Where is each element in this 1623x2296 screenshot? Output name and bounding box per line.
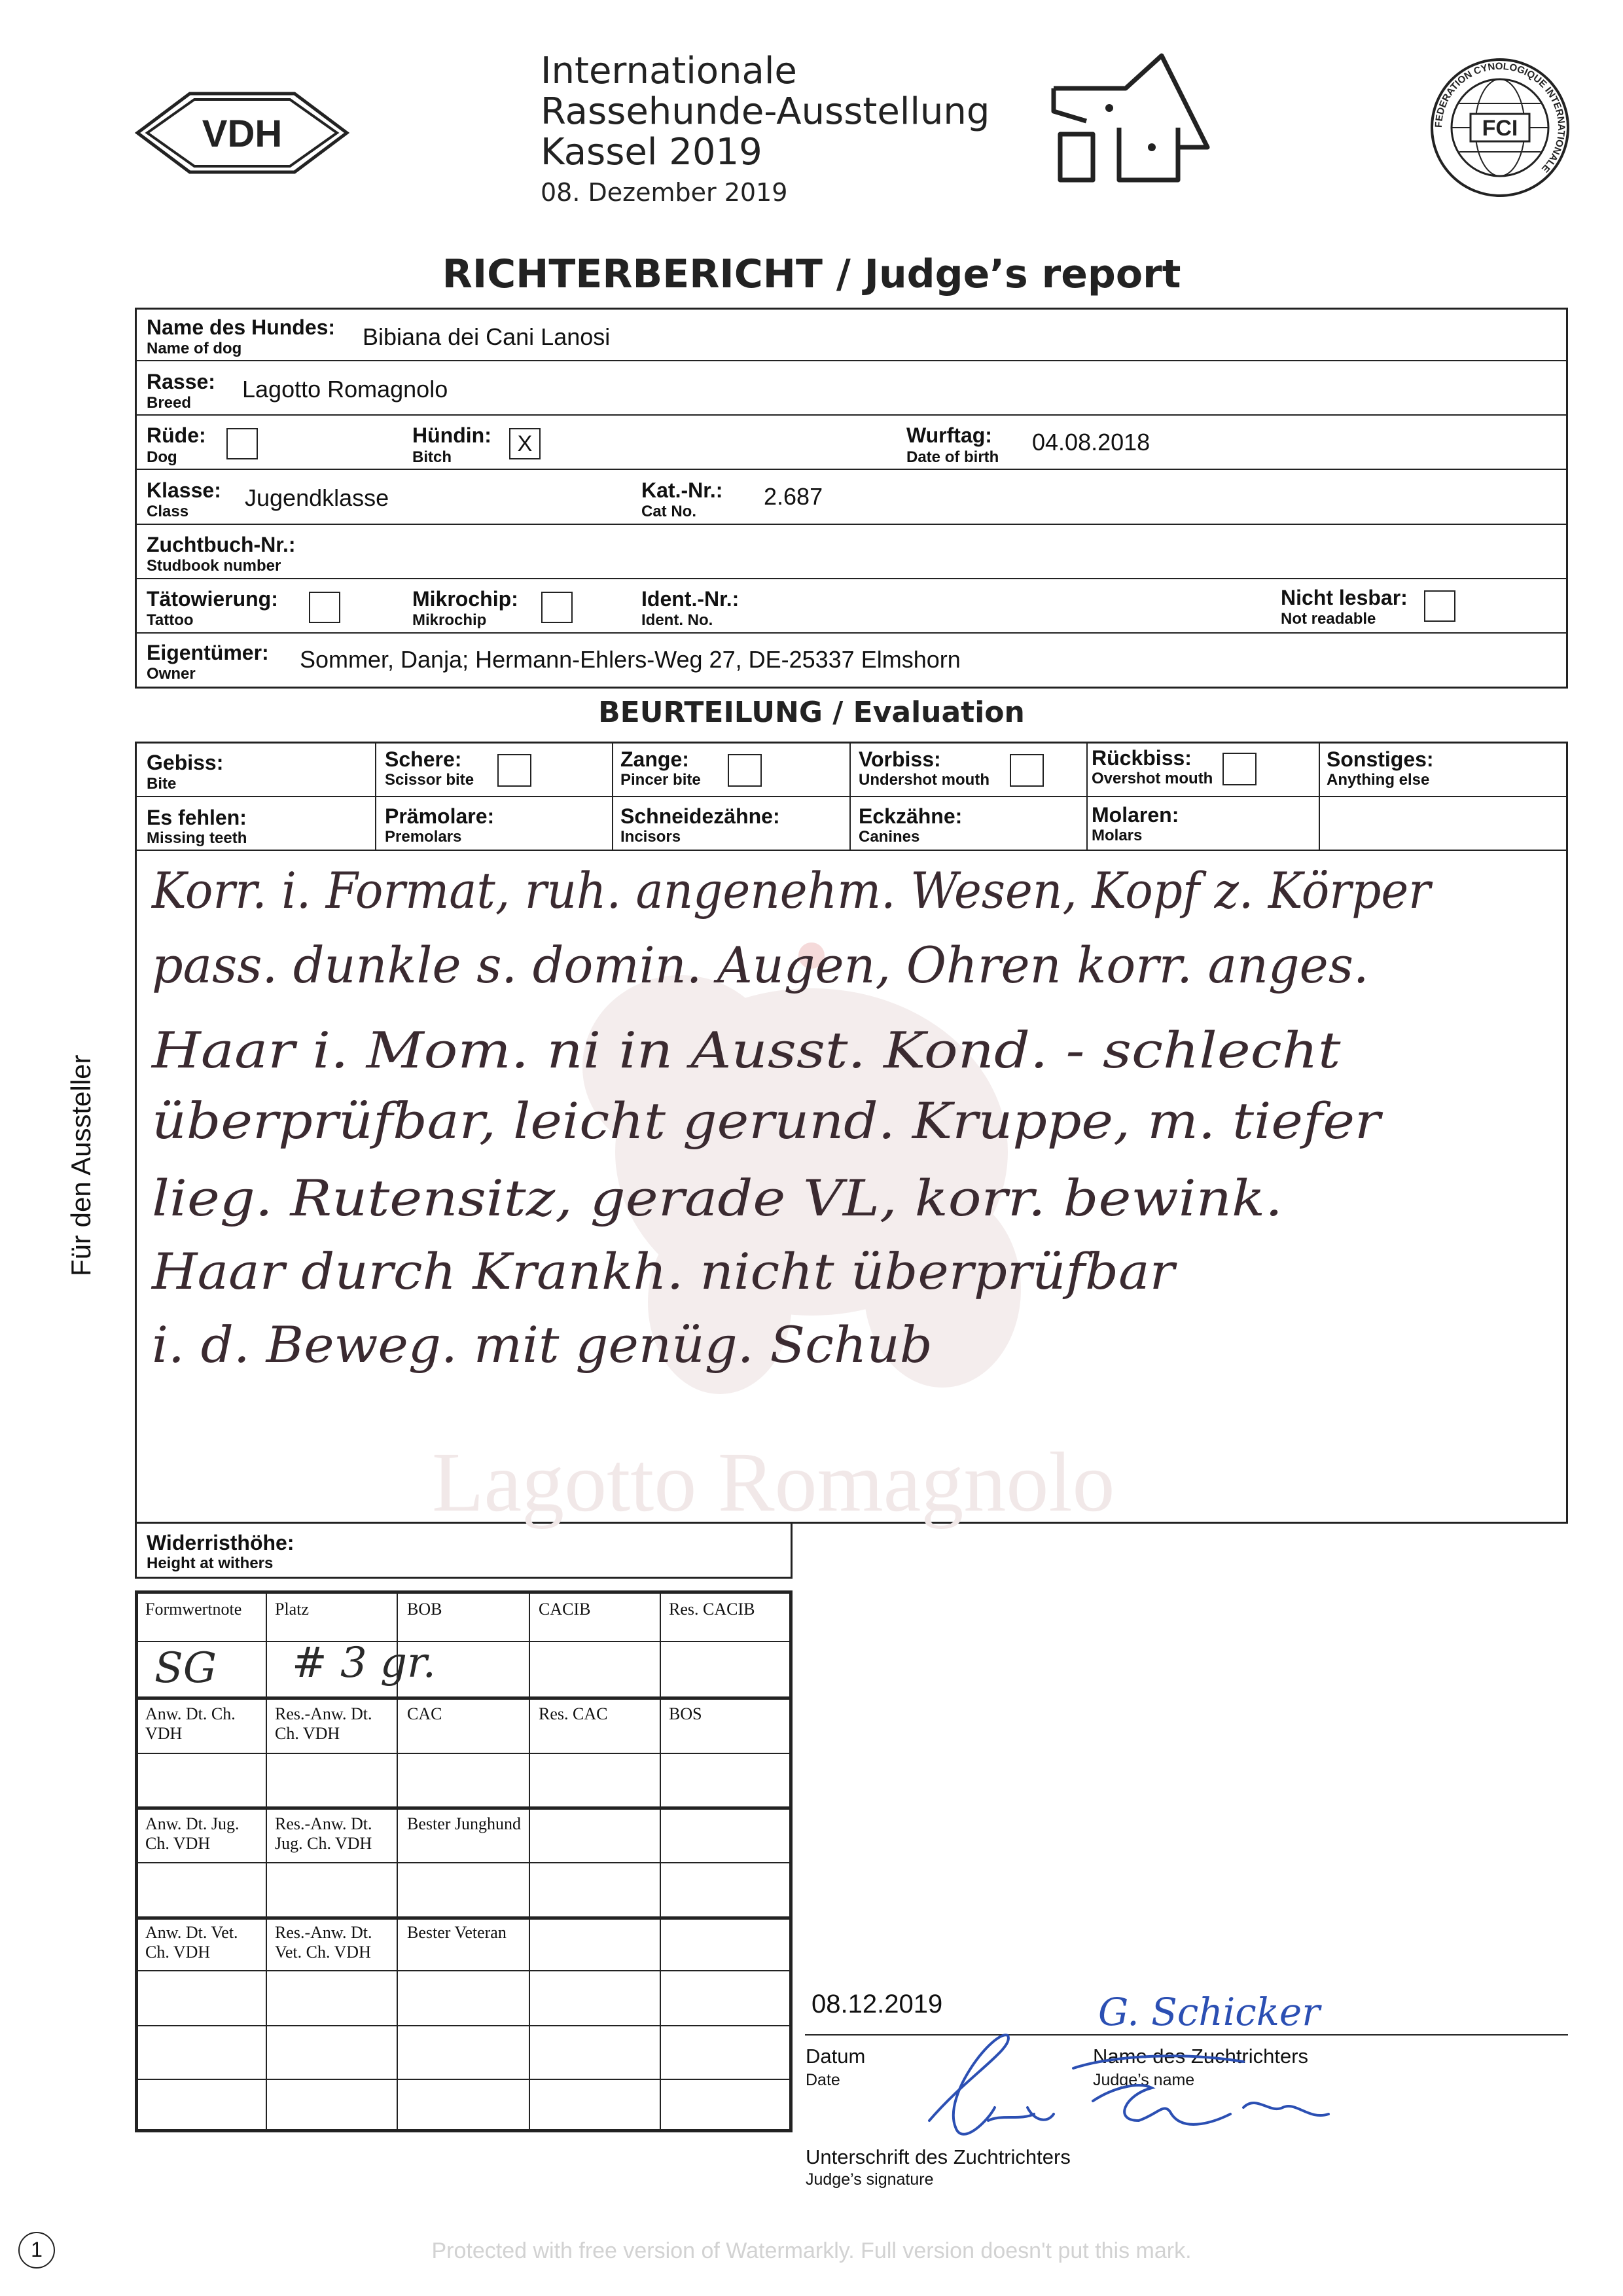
dob-label-en: Date of birth bbox=[906, 448, 999, 466]
pincer-label: Zange: bbox=[620, 747, 689, 771]
class-label-en: Class bbox=[147, 503, 189, 520]
dob-value: 04.08.2018 bbox=[1032, 429, 1150, 456]
awards-table bbox=[135, 1590, 793, 2132]
cacib-header: CACIB bbox=[539, 1600, 591, 1619]
dog-name-value: Bibiana dei Cani Lanosi bbox=[363, 323, 611, 350]
dog-logo bbox=[1047, 49, 1217, 187]
ident-label-en: Ident. No. bbox=[641, 611, 713, 629]
fci-logo-text: FCI bbox=[1482, 116, 1518, 141]
male-label: Rüde: bbox=[147, 423, 206, 447]
owner-value: Sommer, Danja; Hermann-Ehlers-Weg 27, DE-25337 Elmshorn bbox=[300, 646, 961, 673]
evaluation-line-6: Haar durch Krankh. nicht überprüfbar bbox=[152, 1242, 1175, 1300]
bite-label: Gebiss: bbox=[147, 751, 224, 774]
judge-name-value: G. Schicker bbox=[1098, 1990, 1320, 2034]
molars-label: Molaren: bbox=[1092, 803, 1179, 827]
formwertnote-header: Formwertnote bbox=[145, 1600, 242, 1619]
withers-label-en: Height at withers bbox=[147, 1554, 274, 1572]
female-label-en: Bitch bbox=[412, 448, 452, 466]
event-line-3: Kassel 2019 bbox=[541, 131, 762, 173]
unreadable-label-en: Not readable bbox=[1281, 610, 1376, 628]
breed-text-watermark: Lagotto Romagnolo bbox=[432, 1435, 1115, 1530]
res-anw-dt-vet-ch-header: Res.-Anw. Dt. Vet. Ch. VDH bbox=[275, 1923, 372, 1962]
canines-label: Eckzähne: bbox=[859, 804, 963, 828]
incisors-label-en: Incisors bbox=[620, 828, 681, 846]
platz-header: Platz bbox=[275, 1600, 309, 1619]
scissor-checkbox[interactable] bbox=[497, 754, 531, 787]
studbook-label-en: Studbook number bbox=[147, 557, 281, 575]
cac-header: CAC bbox=[407, 1704, 442, 1723]
pincer-label-en: Pincer bite bbox=[620, 771, 701, 789]
page-number-text: 1 bbox=[31, 2238, 43, 2261]
fci-logo bbox=[1430, 58, 1571, 198]
anw-dt-jug-ch-header: Anw. Dt. Jug. Ch. VDH bbox=[145, 1814, 240, 1853]
female-checkbox[interactable]: X bbox=[509, 428, 541, 459]
tattoo-label-en: Tattoo bbox=[147, 611, 194, 629]
res-anw-dt-ch-header: Res.-Anw. Dt. Ch. VDH bbox=[275, 1704, 372, 1743]
footer-watermark: Protected with free version of Watermarkly. Full version doesn't put this mark. bbox=[431, 2238, 1192, 2263]
chip-checkbox[interactable] bbox=[541, 592, 573, 623]
date-label-en: Date bbox=[806, 2071, 840, 2089]
ident-label: Ident.-Nr.: bbox=[641, 587, 740, 611]
evaluation-line-4: überprüfbar, leicht gerund. Kruppe, m. tiefer bbox=[152, 1092, 1381, 1150]
studbook-label: Zuchtbuch-Nr.: bbox=[147, 533, 296, 556]
female-label: Hündin: bbox=[412, 423, 491, 447]
res-cac-header: Res. CAC bbox=[539, 1704, 608, 1723]
tattoo-checkbox[interactable] bbox=[309, 592, 340, 623]
evaluation-line-7: i. d. Beweg. mit genüg. Schub bbox=[152, 1316, 933, 1374]
evaluation-line-2: pass. dunkle s. domin. Augen, Ohren korr. anges. bbox=[152, 936, 1369, 994]
signature-label: Unterschrift des Zuchtrichters bbox=[806, 2145, 1071, 2168]
platz-value: # 3 gr. bbox=[292, 1639, 436, 1687]
judge-signature bbox=[877, 2022, 1348, 2153]
res-anw-dt-jug-ch-header: Res.-Anw. Dt. Jug. Ch. VDH bbox=[275, 1814, 372, 1853]
fci-ring-text: FEDERATION CYNOLOGIQUE INTERNATIONALE bbox=[1433, 60, 1567, 175]
bester-junghund-header: Bester Junghund bbox=[407, 1814, 522, 1833]
chip-label-en: Mikrochip bbox=[412, 611, 487, 629]
dog-name-label-en: Name of dog bbox=[147, 340, 242, 357]
event-title bbox=[541, 51, 990, 173]
other-label: Sonstiges: bbox=[1327, 747, 1434, 771]
evaluation-title: BEURTEILUNG / Evaluation bbox=[598, 696, 1025, 729]
bester-veteran-header: Bester Veteran bbox=[407, 1923, 507, 1942]
male-label-en: Dog bbox=[147, 448, 177, 466]
date-label: Datum bbox=[806, 2045, 866, 2068]
owner-label: Eigentümer: bbox=[147, 641, 269, 664]
owner-label-en: Owner bbox=[147, 665, 196, 683]
side-label: Für den Aussteller bbox=[65, 1054, 96, 1276]
scissor-label-en: Scissor bite bbox=[385, 771, 474, 789]
vdh-logo bbox=[134, 90, 350, 175]
cat-label: Kat.-Nr.: bbox=[641, 478, 723, 502]
overshot-label-en: Overshot mouth bbox=[1092, 770, 1213, 787]
molars-label-en: Molars bbox=[1092, 827, 1143, 844]
unreadable-checkbox[interactable] bbox=[1424, 590, 1455, 622]
dog-name-label: Name des Hundes: bbox=[147, 315, 336, 339]
cat-value: 2.687 bbox=[764, 483, 823, 510]
undershot-checkbox[interactable] bbox=[1010, 754, 1044, 787]
male-checkbox[interactable] bbox=[226, 428, 258, 459]
cat-label-en: Cat No. bbox=[641, 503, 696, 520]
pincer-checkbox[interactable] bbox=[728, 754, 762, 787]
judge-name-label-en: Judge’s name bbox=[1093, 2071, 1195, 2089]
undershot-label: Vorbiss: bbox=[859, 747, 941, 771]
formwertnote-value: SG bbox=[154, 1644, 217, 1693]
premolars-label: Prämolare: bbox=[385, 804, 495, 828]
withers-label: Widerristhöhe: bbox=[147, 1531, 294, 1554]
missing-teeth-label: Es fehlen: bbox=[147, 806, 247, 829]
scissor-label: Schere: bbox=[385, 747, 462, 771]
vdh-logo-text: VDH bbox=[202, 113, 283, 155]
class-value: Jugendklasse bbox=[245, 484, 389, 511]
evaluation-line-1: Korr. i. Format, ruh. angenehm. Wesen, Kopf z. Körper bbox=[152, 861, 1431, 920]
breed-label-en: Breed bbox=[147, 394, 192, 412]
tattoo-label: Tätowierung: bbox=[147, 587, 278, 611]
canines-label-en: Canines bbox=[859, 828, 920, 846]
judge-name-label: Name des Zuchtrichters bbox=[1093, 2045, 1309, 2068]
other-label-en: Anything else bbox=[1327, 771, 1430, 789]
event-line-1: Internationale bbox=[541, 50, 797, 92]
event-date: 08. Dezember 2019 bbox=[541, 178, 788, 207]
overshot-label: Rückbiss: bbox=[1092, 746, 1192, 770]
incisors-label: Schneidezähne: bbox=[620, 804, 780, 828]
bos-header: BOS bbox=[669, 1704, 702, 1723]
evaluation-line-5: lieg. Rutensitz, gerade VL, korr. bewink. bbox=[152, 1169, 1283, 1227]
class-label: Klasse: bbox=[147, 478, 221, 502]
breed-label: Rasse: bbox=[147, 370, 215, 393]
report-title: RICHTERBERICHT / Judge’s report bbox=[442, 251, 1181, 297]
premolars-label-en: Premolars bbox=[385, 828, 462, 846]
breed-value: Lagotto Romagnolo bbox=[242, 376, 448, 403]
dob-label: Wurftag: bbox=[906, 423, 992, 447]
missing-teeth-label-en: Missing teeth bbox=[147, 829, 247, 847]
signature-label-en: Judge’s signature bbox=[806, 2170, 934, 2189]
anw-dt-ch-header: Anw. Dt. Ch. VDH bbox=[145, 1704, 236, 1743]
chip-label: Mikrochip: bbox=[412, 587, 518, 611]
overshot-checkbox[interactable] bbox=[1222, 753, 1257, 785]
evaluation-line-3: Haar i. Mom. ni in Ausst. Kond. - schlecht bbox=[152, 1021, 1341, 1079]
res-cacib-header: Res. CACIB bbox=[669, 1600, 755, 1619]
anw-dt-vet-ch-header: Anw. Dt. Vet. Ch. VDH bbox=[145, 1923, 238, 1962]
bob-header: BOB bbox=[407, 1600, 442, 1619]
bite-label-en: Bite bbox=[147, 775, 177, 793]
event-line-2: Rassehunde-Ausstellung bbox=[541, 90, 990, 133]
date-value: 08.12.2019 bbox=[812, 1990, 943, 2018]
undershot-label-en: Undershot mouth bbox=[859, 771, 990, 789]
unreadable-label: Nicht lesbar: bbox=[1281, 586, 1408, 609]
